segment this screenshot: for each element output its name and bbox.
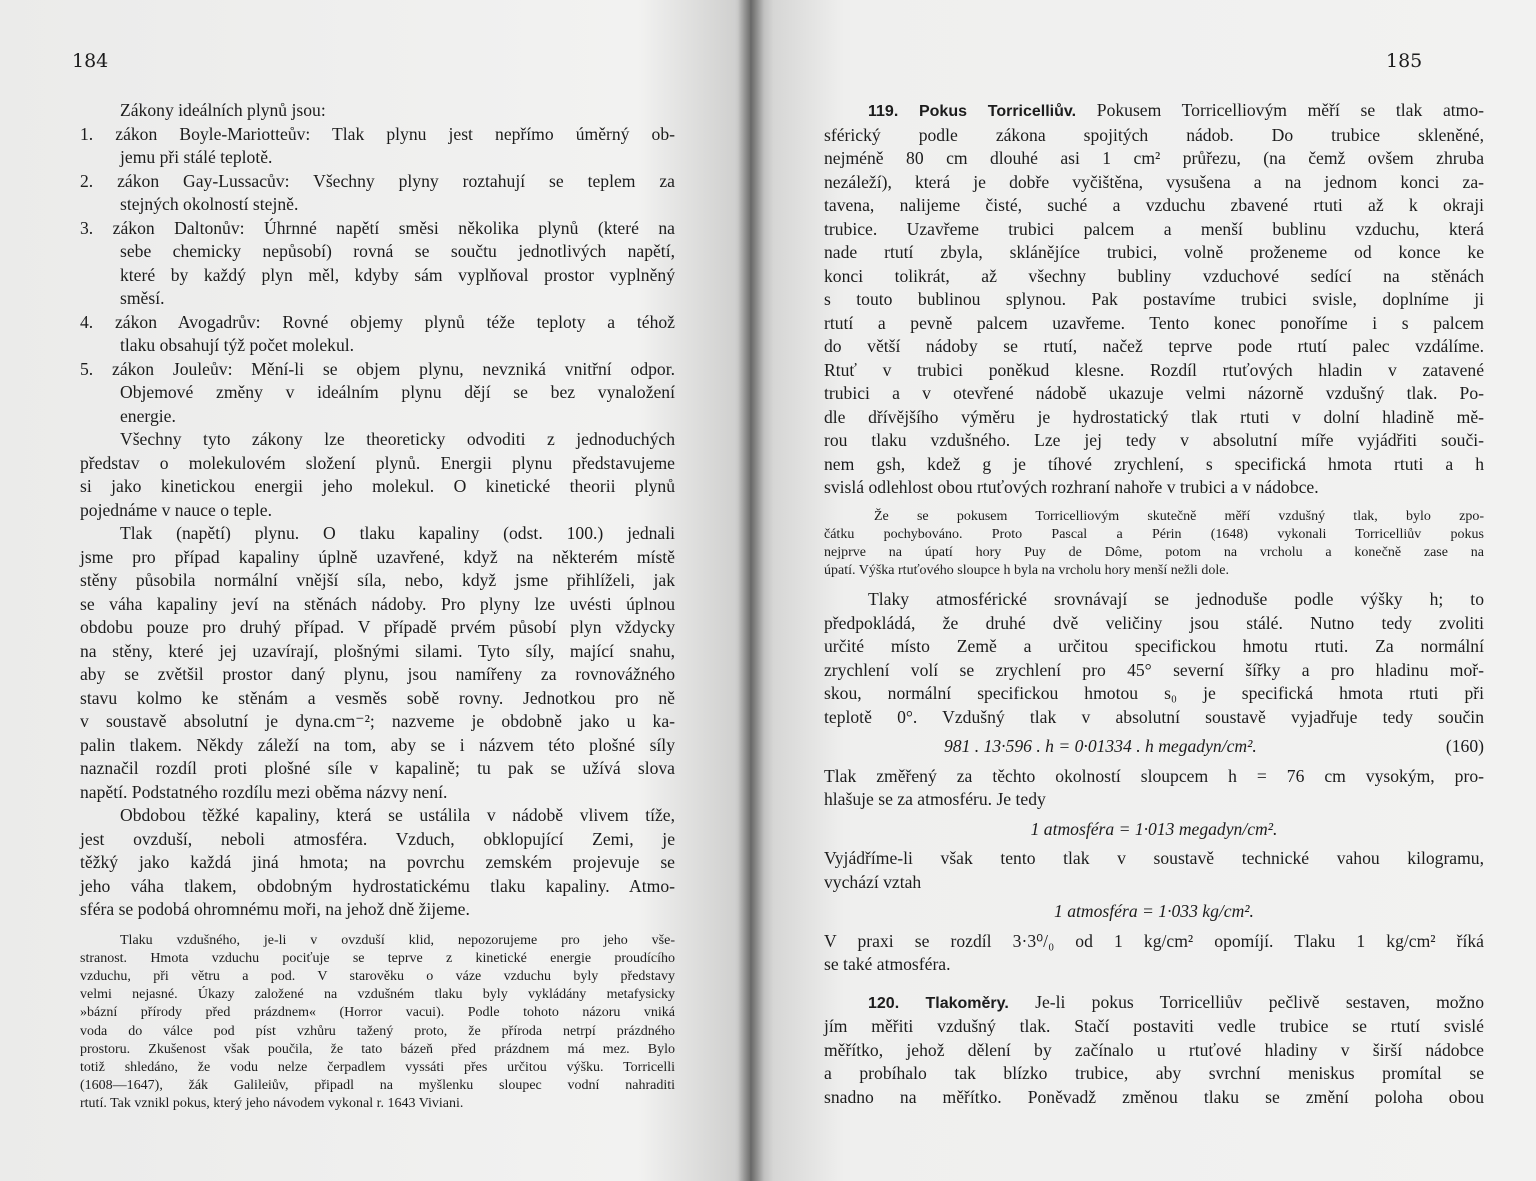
right-footnote	[824, 508, 1484, 581]
text-line: obdobu pouze pro druhý případ. V případě prvém působí plyn vždycky	[80, 617, 675, 637]
text-line: se váha kapaliny jeví na stěnách nádoby. Pro plyny lze uvésti úplnou	[80, 593, 675, 614]
text-line: nem gsh, kdež g je tíhové zrychlení, s specifická hmota rtuti a h	[824, 453, 1484, 474]
text-line: napětí. Podstatného rozdílu mezi oběma názvy není.	[80, 781, 448, 802]
text-line: energie.	[120, 405, 176, 426]
text-line: jeho váha tlakem, obdobným hydrostatickému tlaku kapaliny. Atmo-	[80, 875, 675, 896]
right-page	[750, 0, 1536, 1181]
text-line: Tlak změřený za těchto okolností sloupcem h = 76 cm vysokým, pro-	[824, 765, 1484, 786]
text-line: rtutí. Tak vznikl pokus, který jeho návodem vykonal r. 1643 Viviani.	[80, 1096, 464, 1112]
text-line: snadno na měřítko. Poněvadž změnou tlaku se změní poloha obou	[824, 1086, 1484, 1107]
formula-160	[824, 735, 1484, 759]
left-page	[0, 0, 750, 1181]
text-line: zrychlení volí se zrychlení pro 45° severní šířky a pro hladinu moř-	[824, 659, 1484, 680]
text-line: jím měřiti vzdušný tlak. Stačí postaviti vedle trubice se rtutí svislé	[824, 1016, 1484, 1037]
text-line: naznačil rozdíl proti plošné síle v kapalině; tu pak se užívá slova	[80, 758, 675, 778]
text-line: si jako kinetickou energii jeho molekul. O kinetické theorii plynů	[80, 476, 675, 496]
section-119-text	[824, 99, 1484, 500]
text-line: vzduchu, při větru a pod. V starověku o váze vzduchu byly představy	[80, 968, 675, 984]
text-line: nejprve na úpatí hory Puy de Dôme, potom na vrcholu a konečně zase na	[824, 544, 1484, 560]
text-line: stavu kolmo ke stěnám a vesměs sobě rovny. Jednotkou pro ně	[80, 687, 675, 708]
text-line: vychází vztah	[824, 871, 922, 892]
text-span: Je-li pokus Torricelliův pečlivě sestaven, možno	[1035, 991, 1485, 1012]
text-line: rou tlaku vzdušného. Lze jej tedy v absolutní míře vyjádřiti souči-	[824, 430, 1484, 450]
text-line: dle dřívějšího výměru je hydrostatický tlak rtuti v dolní hladině mě-	[824, 406, 1484, 427]
text-line: Že se pokusem Torricelliovým skutečně měří vzdušný tlak, bylo zpo-	[874, 508, 1484, 524]
text-line: Tlak (napětí) plynu. O tlaku kapaliny (odst. 100.) jednali	[120, 523, 675, 543]
text-line	[824, 991, 1484, 1016]
text-line: a probíhalo tak blízko trubice, aby svrchní meniskus promítal se	[824, 1063, 1484, 1084]
text-line: Obdobou těžké kapaliny, která se ustálila v nádobě vlivem tíže,	[120, 805, 675, 825]
technical-unit-text	[824, 847, 1484, 894]
text-line: tavena, nalijeme čisté, suché a vzduchu zbavené rtuti až k okraji	[824, 195, 1484, 215]
text-line: Tlaku vzdušného, je-li v ovzduší klid, nepozorujeme pro jeho vše-	[120, 932, 675, 948]
practice-note-text	[824, 930, 1484, 977]
text-line: palin tlakem. Někdy záleží na tom, aby se i názvem této plošné síly	[80, 734, 675, 755]
text-line: v soustavě absolutní je dyna.cm⁻²; nazveme je obdobně jako u ka-	[80, 711, 675, 731]
text-line: skou, normální specifickou hmotou s₀ je specifická hmota rtuti při	[824, 683, 1484, 704]
atmosphere-definition-text	[824, 765, 1484, 812]
text-span: Pokusem Torricelliovým měří se tlak atmo-	[1096, 100, 1484, 120]
text-line: trubici a v otevřené nádobě ukazuje velmi názorně vzdušný tlak. Po-	[824, 383, 1484, 403]
text-line: hlašuje se za atmosféru. Je tedy	[824, 789, 1046, 810]
text-line: (1608—1647), žák Galileiův, připadl na myšlenku sloupec vodní nahraditi	[80, 1078, 675, 1094]
text-line: velmi nejasné. Úkazy založené na vzdušném tlaku byly vykládány metafysicky	[80, 987, 675, 1003]
text-line: sféra se podobá ohromnému moři, na jehož dně žijeme.	[80, 899, 470, 919]
text-line: svislá odlehlost obou rtuťových rozhraní nahoře v trubici a v nádobce.	[824, 477, 1319, 497]
text-line: 4. zákon Avogadrův: Rovné objemy plynů téže teploty a téhož	[80, 311, 675, 332]
text-line: určité místo Země a určitou specifickou hmotu rtuti. Za normální	[824, 636, 1484, 657]
text-line: čátku pochybováno. Proto Pascal a Périn (1648) vykonali Torricelliův pokus	[824, 526, 1484, 542]
text-line: »bázní přírody před prázdnem« (Horror vacui). Podle tohoto názoru vniká	[80, 1005, 675, 1021]
text-line: aby se zvětšil prostor daný plynu, jsou namířeny za rovnovážného	[80, 664, 675, 684]
text-line: sférický podle zákona spojitých nádob. Do trubice skleněné,	[824, 124, 1484, 145]
text-line: jemu při stálé teplotě.	[120, 147, 273, 167]
text-line: Rtuť v trubici poněkud klesne. Rozdíl rtuťových hladin v zatavené	[824, 359, 1484, 380]
left-main-text	[80, 99, 675, 922]
text-line: Všechny tyto zákony lze theoreticky odvoditi z jednoduchých	[120, 429, 675, 449]
formula-160-number: (160)	[1445, 736, 1484, 757]
text-line: teplotě 0°. Vzdušný tlak v absolutní soustavě vyjadřuje tedy součin	[824, 706, 1484, 727]
formula-atmosphere-megadyn: 1 atmosféra = 1·013 megadyn/cm².	[1030, 818, 1278, 839]
text-line: směsí.	[120, 288, 165, 308]
text-line: Objemové změny v ideálním plynu dějí se bez vynaložení	[120, 382, 675, 402]
text-line: V praxi se rozdíl 3·3⁰/₀ od 1 kg/cm² opomíjí. Tlaku 1 kg/cm² říká	[824, 930, 1484, 951]
text-line: nade rtutí zbyla, sklánějíce trubici, volně proženeme od konce ke	[824, 242, 1484, 262]
left-text-column	[80, 99, 675, 1114]
pressure-comparison-text	[824, 588, 1484, 729]
text-line: měřítko, jehož dělení by začínalo u rtuťové hladiny v širší nádobce	[824, 1039, 1484, 1060]
text-line: jsme pro případ kapaliny úplně uzavřené, když na některém místě	[80, 546, 675, 567]
formula-atmosphere-kg: 1 atmosféra = 1·033 kg/cm².	[1054, 901, 1254, 922]
page-number-right: 185	[1386, 50, 1423, 72]
text-line: pojednáme v nauce o teple.	[80, 499, 272, 520]
text-line: 1. zákon Boyle-Mariotteův: Tlak plynu jest nepřímo úměrný ob-	[80, 123, 675, 144]
text-line: jest ovzduší, neboli atmosféra. Vzduch, obklopující Zemi, je	[80, 828, 675, 849]
text-line: rtutí a pevně palcem uzavřeme. Tento konec ponoříme i s palcem	[824, 312, 1484, 333]
text-line: do větší nádoby se rtutí, načež teprve pode rtutí palec vzdálíme.	[824, 336, 1484, 356]
text-line: 5. zákon Jouleův: Mění-li se objem plynu, nevzniká vnitřní odpor.	[80, 358, 675, 379]
page-number-left: 184	[72, 50, 109, 72]
text-line: stranost. Hmota vzduchu pociťuje se teprve z kinetické energie proudícího	[80, 950, 675, 966]
text-line: voda do válce pod píst vzhůru tažený proto, že příroda netrpí prázdného	[80, 1023, 675, 1039]
text-line: sebe chemicky nepůsobí) rovná se součtu jednotlivých napětí,	[120, 241, 675, 261]
section-heading: 120. Tlakoměry.	[868, 994, 1036, 1012]
left-footnote	[80, 932, 675, 1114]
text-line: nezáleží), která je dobře vyčištěna, vysušena a na jednom konci za-	[824, 171, 1484, 192]
text-line: úpatí. Výška rtuťového sloupce h byla na vrcholu hory menší nežli dole.	[824, 563, 1230, 579]
text-line: stejných okolností stejně.	[120, 194, 299, 214]
text-line: na stěny, které jej uzavírají, plošnými silami. Tyto síly, mající snahu,	[80, 640, 675, 661]
formula-160-expression: 981 . 13·596 . h = 0·01334 . h megadyn/cm².	[944, 736, 1257, 757]
text-line: Zákony ideálních plynů jsou:	[120, 100, 326, 120]
text-line: těžký jako každá jiná hmota; na povrchu zemském projevuje se	[80, 852, 675, 872]
text-line: stěny působila normální vnější síla, nebo, když jsme přihlíželi, jak	[80, 570, 675, 590]
text-line: nejméně 80 cm dlouhé asi 1 cm² průřezu, (na čemž ovšem zhruba	[824, 148, 1484, 168]
text-line: které by každý plyn měl, kdyby sám vyplňoval prostor vyplněný	[120, 264, 675, 285]
text-line: prostoru. Zkušenost však poučila, že tato bázeň před prázdnem má mez. Bylo	[80, 1041, 675, 1057]
text-line: tlaku obsahují týž počet molekul.	[120, 335, 355, 355]
section-heading: 119. Pokus Torricelliův.	[868, 103, 1097, 120]
text-line: konci tolikrát, až všechny bubliny vzduchové sedící na stěnách	[824, 265, 1484, 286]
text-line: Vyjádříme-li však tento tlak v soustavě technické vahou kilogramu,	[824, 848, 1484, 869]
text-line: předpokládá, že druhé dvě veličiny jsou stálé. Nutno tedy zvoliti	[824, 612, 1484, 633]
right-text-column	[824, 99, 1484, 1109]
section-120-text	[824, 991, 1484, 1110]
text-line: 2. zákon Gay-Lussacův: Všechny plyny roztahují se teplem za	[80, 170, 675, 191]
text-line: totiž shledáno, že vodu nelze čerpadlem vyssáti přes určitou výšku. Torricelli	[80, 1059, 675, 1075]
text-line: s touto bublinou splynou. Pak postavíme trubici svisle, doplníme ji	[824, 289, 1484, 309]
text-line: se také atmosféra.	[824, 954, 951, 975]
text-line: 3. zákon Daltonův: Úhrnné napětí směsi několika plynů (které na	[80, 217, 675, 238]
text-line: Tlaky atmosférické srovnávají se jednoduše podle výšky h; to	[868, 589, 1484, 610]
text-line: představ o molekulovém složení plynů. Energii plynu představujeme	[80, 452, 675, 473]
text-line: trubice. Uzavřeme trubici palcem a menší bublinu vzduchu, která	[824, 218, 1484, 239]
text-line	[824, 99, 1484, 124]
book-gutter	[738, 0, 764, 1181]
